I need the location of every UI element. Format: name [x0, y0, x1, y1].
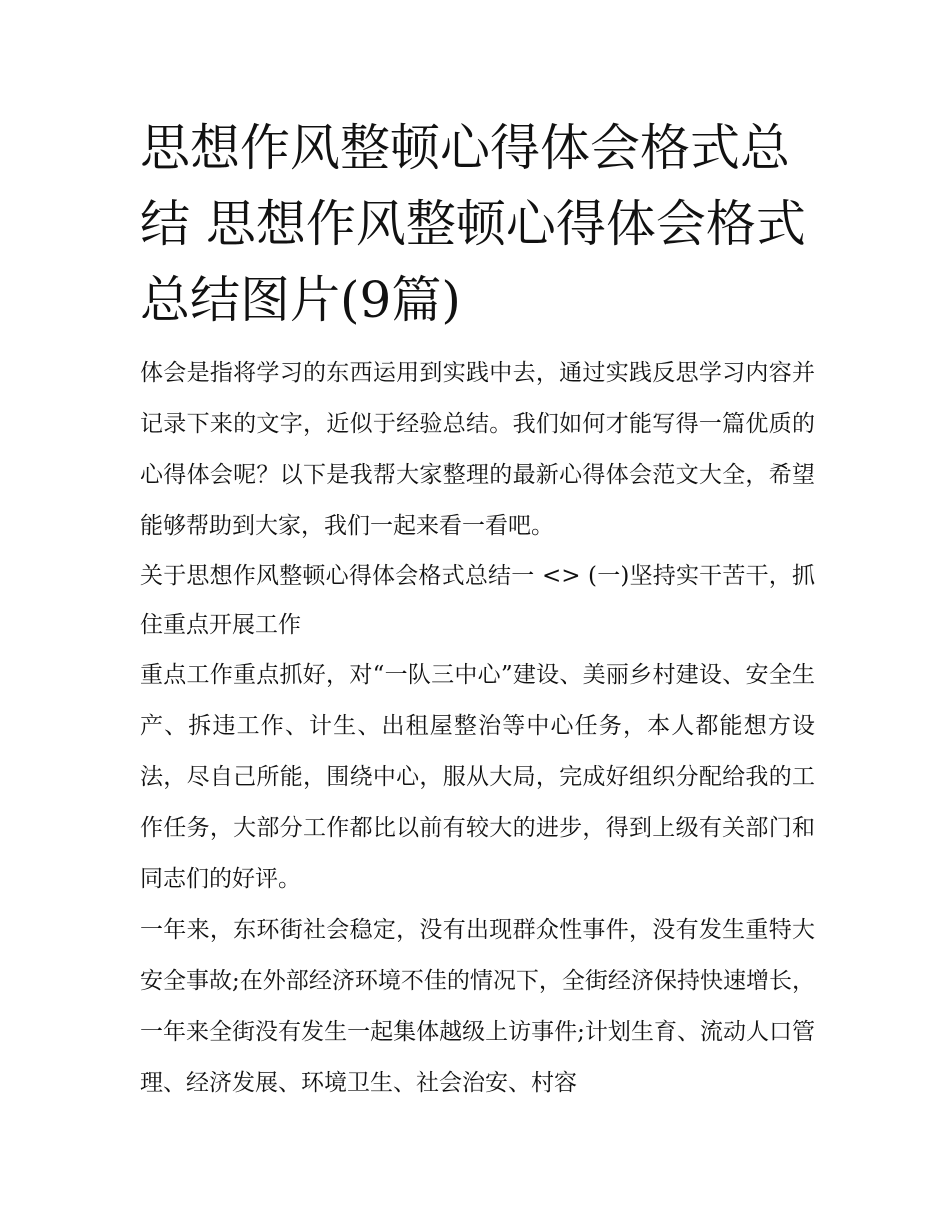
document-page: [140, 110, 815, 1109]
paragraph-intro: 体会是指将学习的东西运用到实践中去，通过实践反思学习内容并记录下来的文字，近似于经验总结。我们如何才能写得一篇优质的心得体会呢？以下是我帮大家整理的最新心得体会范文大全，希望能够帮助到大家，我们一起来看一看吧。: [140, 360, 815, 539]
paragraph-section-heading: 关于思想作风整顿心得体会格式总结一 <> (一)坚持实干苦干，抓住重点开展工作: [140, 563, 815, 638]
paragraph-year-summary: 一年来，东环街社会稳定，没有出现群众性事件，没有发生重特大安全事故;在外部经济环境不佳的情况下，全街经济保持快速增长，一年来全街没有发生一起集体越级上访事件;计划生育、流动人口管理、经济发展、环境卫生、社会治安、村容: [140, 917, 815, 1096]
paragraph-key-work: 重点工作重点抓好，对“一队三中心”建设、美丽乡村建设、安全生产、拆违工作、计生、出租屋整治等中心任务，本人都能想方设法，尽自己所能，围绕中心，服从大局，完成好组织分配给我的工作任务，大部分工作都比以前有较大的进步，得到上级有关部门和同志们的好评。: [140, 662, 815, 892]
document-title: 思想作风整顿心得体会格式总结 思想作风整顿心得体会格式总结图片(9篇): [140, 119, 806, 329]
